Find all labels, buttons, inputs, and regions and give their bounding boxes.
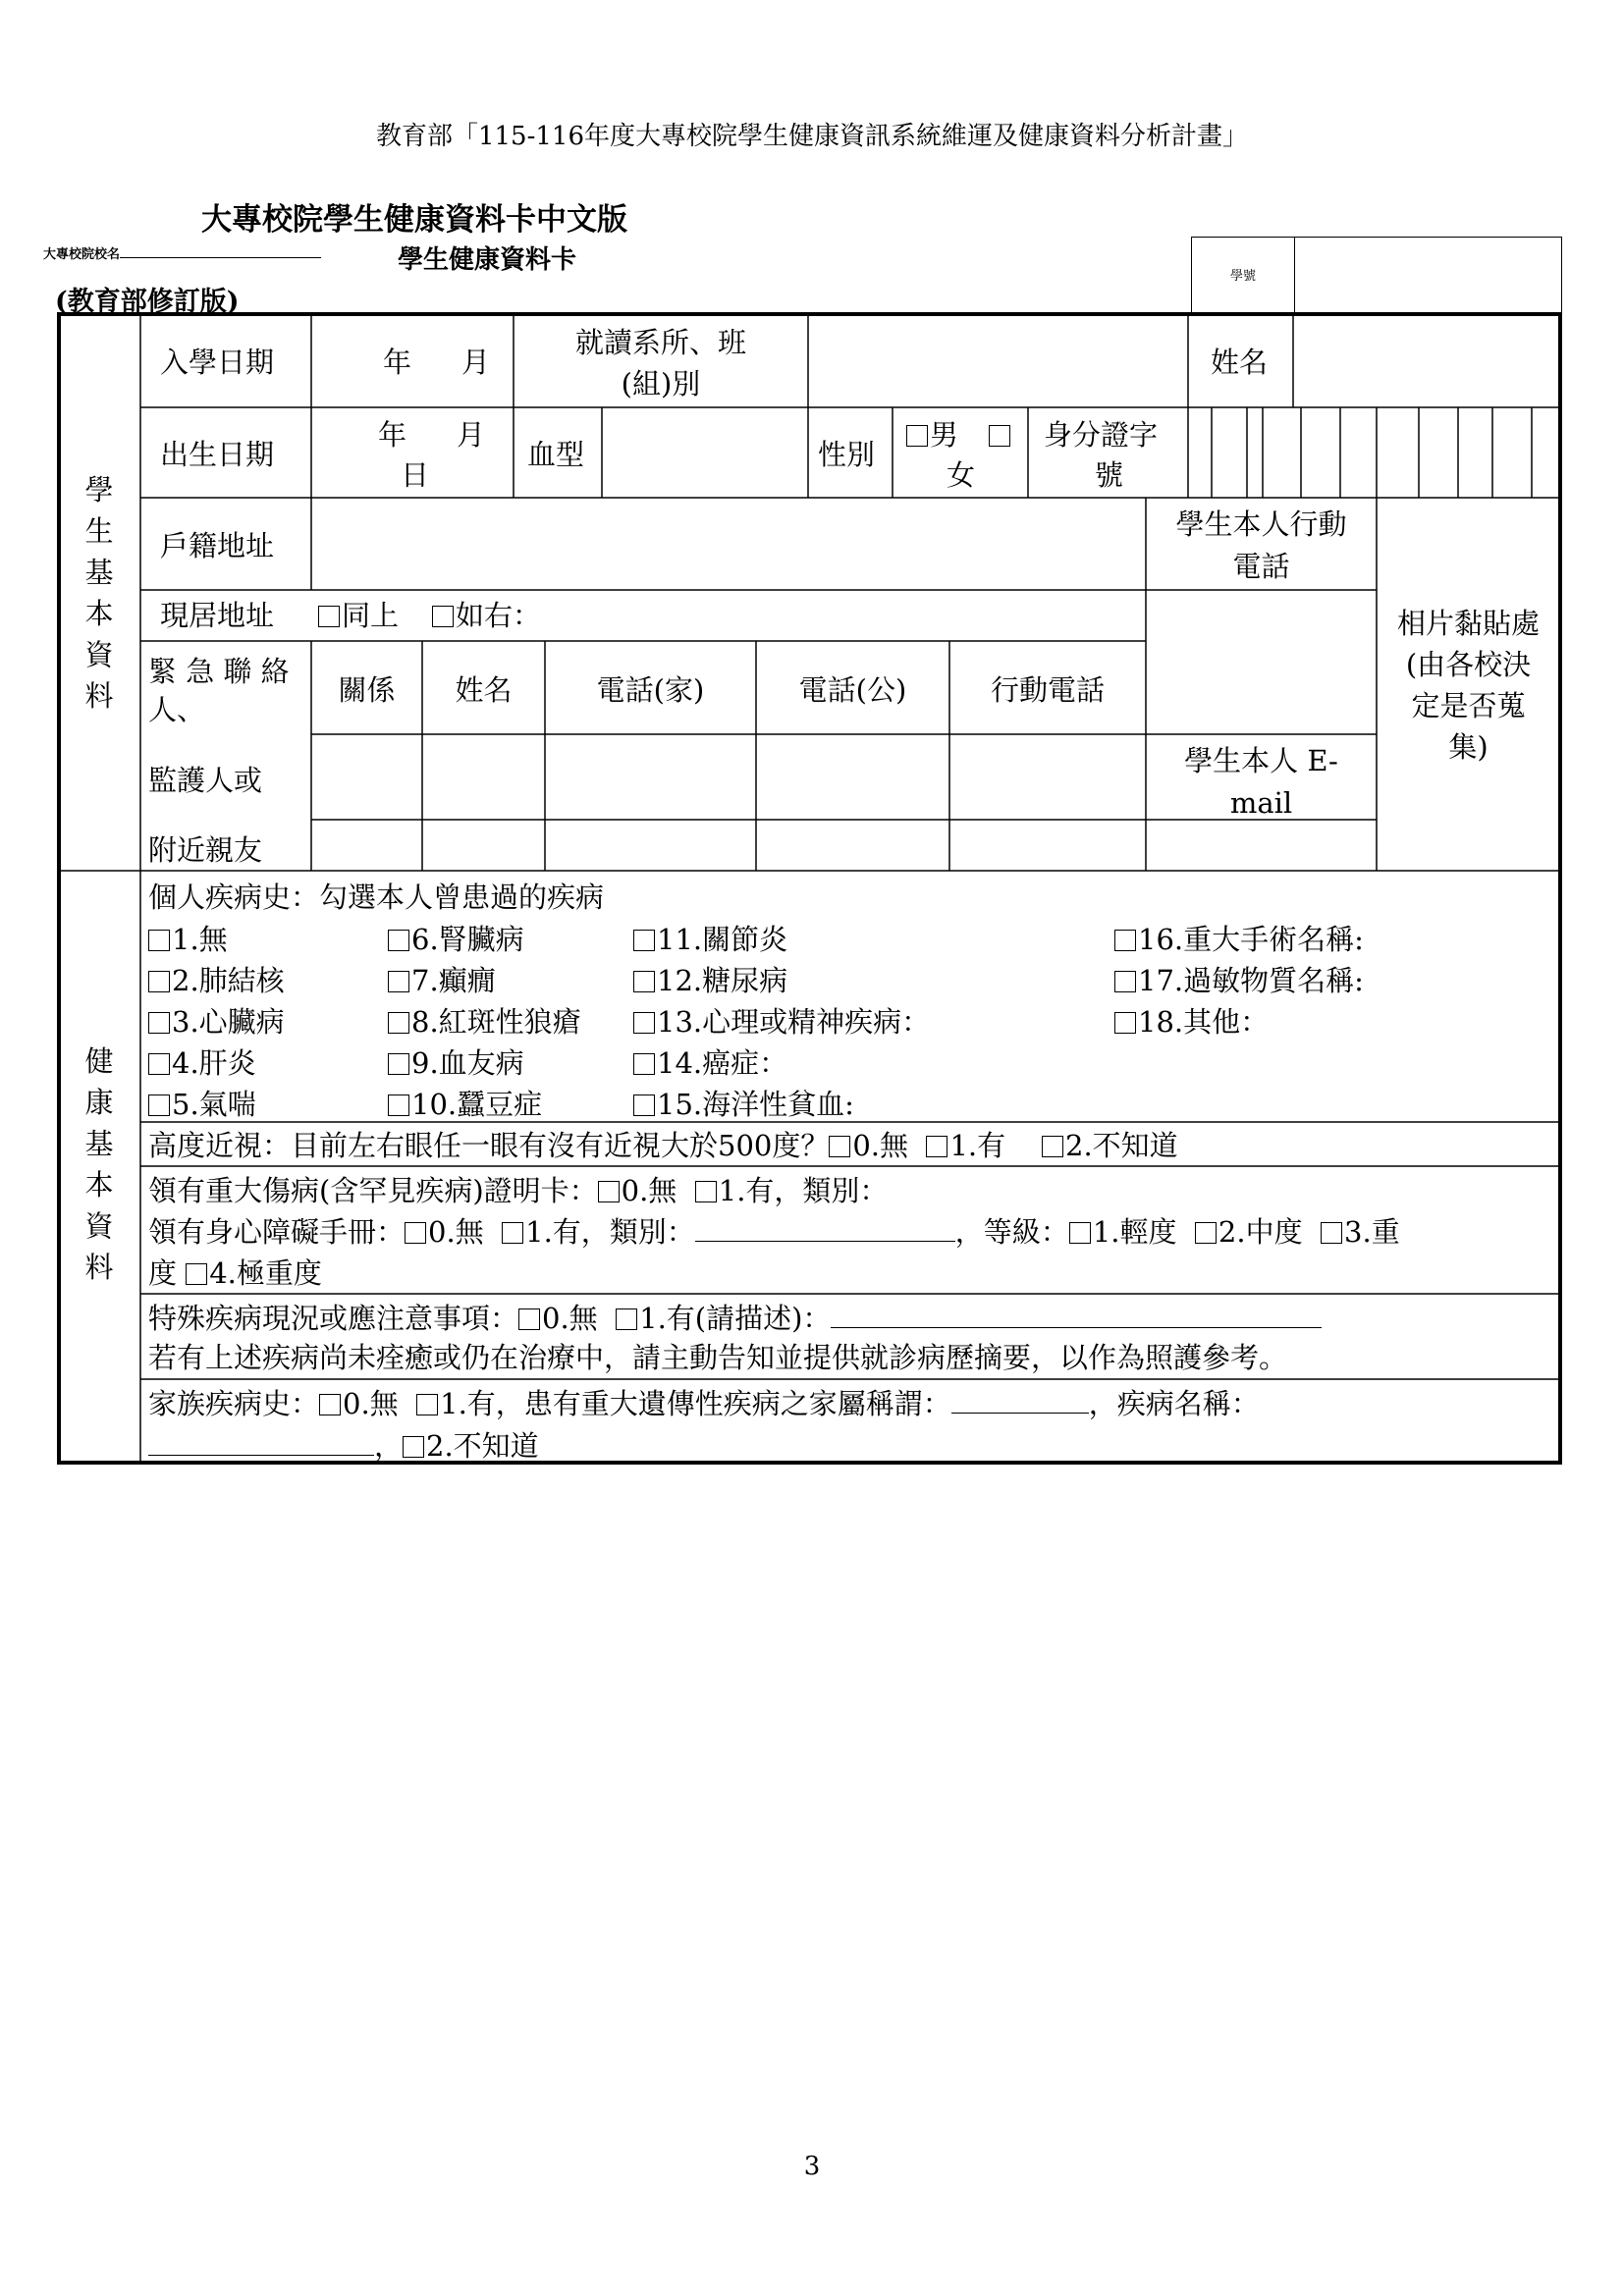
disease-history-title: 個人疾病史：勾選本人曾患過的疾病	[148, 881, 605, 914]
family-yes-option[interactable]: 1.有，患有重大遺傳性疾病之家屬稱謂：	[416, 1387, 951, 1420]
checkbox-icon	[388, 1012, 409, 1034]
gender-female-checkbox[interactable]	[989, 414, 1012, 455]
emergency-label-line3: 監護人或	[148, 764, 263, 797]
checkbox-icon	[1195, 1222, 1217, 1244]
disease-option-16[interactable]: 16.重大手術名稱:	[1114, 919, 1364, 960]
checkbox-icon	[695, 1181, 717, 1202]
birth-year-label: 年	[378, 418, 407, 452]
checkbox-icon	[518, 1308, 540, 1330]
student-mobile-label-line1: 學生本人行動	[1175, 507, 1347, 541]
disability-none-option[interactable]: 0.無	[405, 1215, 484, 1249]
myopia-yes-option[interactable]: 1.有	[926, 1129, 1005, 1162]
checkbox-icon	[388, 930, 409, 951]
disease-option-13[interactable]: 13.心理或精神疾病：	[633, 1001, 930, 1042]
major-injury-row	[148, 1170, 888, 1211]
contact-office-phone-header: 電話(公)	[798, 673, 907, 707]
gender-label: 性別	[818, 438, 876, 471]
page-number: 3	[803, 2152, 821, 2181]
enroll-year-label: 年	[383, 346, 412, 379]
disability-row	[148, 1211, 1400, 1253]
myopia-none-option[interactable]: 0.無	[829, 1129, 908, 1162]
student-email-label-line1: 學生本人 E-	[1184, 744, 1338, 777]
emergency-label-line4: 附近親友	[148, 833, 263, 867]
id-number-label-line1: 身分證字	[1044, 418, 1159, 452]
document-header: 教育部「115-116年度大專校院學生健康資訊系統維運及健康資料分析計畫」	[375, 122, 1249, 151]
disease-option-6[interactable]: 6.腎臟病	[388, 919, 524, 960]
contact-home-phone-header: 電話(家)	[596, 673, 705, 707]
revision-label: (教育部修訂版)	[55, 287, 240, 317]
disability-grade-label: ，等級：	[954, 1215, 1069, 1249]
school-name-label: 大專校院校名	[43, 247, 121, 262]
contact-name-header: 姓名	[455, 673, 513, 707]
checkbox-icon	[989, 425, 1010, 447]
checkbox-icon	[148, 971, 170, 992]
disease-option-1[interactable]: 1.無	[148, 919, 228, 960]
major-injury-question: 領有重大傷病(含罕見疾病)證明卡：	[148, 1174, 598, 1207]
checkbox-icon	[1114, 930, 1136, 951]
blood-type-label: 血型	[527, 438, 585, 471]
enroll-month-label: 月	[461, 346, 491, 379]
family-history-question: 家族疾病史：	[148, 1387, 320, 1420]
level-profound-option[interactable]: 4.極重度	[186, 1256, 322, 1290]
checkbox-icon	[403, 1436, 424, 1458]
checkbox-icon	[1114, 971, 1136, 992]
special-condition-note: 若有上述疾病尚未痊癒或仍在治療中，請主動告知並提供就診病歷摘要，以作為照護參考。	[148, 1341, 1288, 1374]
birth-day-label: 日	[401, 458, 430, 492]
emergency-label-line1: 緊 急 聯 絡	[148, 655, 290, 688]
name-label: 姓名	[1211, 346, 1269, 379]
major-injury-none-option[interactable]: 0.無	[598, 1174, 677, 1207]
photo-area-line1: 相片黏貼處	[1396, 607, 1540, 640]
checkbox-icon	[1114, 1012, 1136, 1034]
birth-date-label: 出生日期	[160, 438, 275, 471]
level-mild-option[interactable]: 1.輕度	[1069, 1215, 1177, 1249]
department-label-line1: 就讀系所、班	[574, 326, 746, 359]
basic-section-label: 學 生 基 本 資 料	[84, 473, 114, 713]
disease-option-5[interactable]: 5.氣喘	[148, 1084, 256, 1125]
checkbox-icon	[148, 930, 170, 951]
checkbox-icon	[633, 1012, 655, 1034]
checkbox-icon	[829, 1136, 850, 1157]
disease-option-3[interactable]: 3.心臟病	[148, 1001, 285, 1042]
checkbox-icon	[1042, 1136, 1063, 1157]
checkbox-icon	[926, 1136, 947, 1157]
health-section-label: 健 康 基 本 資 料	[84, 1044, 114, 1284]
checkbox-icon	[432, 606, 454, 627]
disease-option-14[interactable]: 14.癌症：	[633, 1042, 787, 1084]
disease-option-4[interactable]: 4.肝炎	[148, 1042, 256, 1084]
same-as-above-option[interactable]: 同上	[318, 595, 399, 636]
level-moderate-option[interactable]: 2.中度	[1195, 1215, 1303, 1249]
myopia-row	[148, 1125, 1178, 1166]
major-injury-yes-option[interactable]: 1.有，類別：	[695, 1174, 889, 1207]
card-label: 學生健康資料卡	[398, 245, 577, 275]
family-history-row-continued	[148, 1425, 539, 1467]
checkbox-icon	[598, 1181, 620, 1202]
special-description-field[interactable]	[831, 1327, 1322, 1328]
checkbox-icon	[318, 606, 340, 627]
student-email-label-line2: mail	[1229, 786, 1293, 820]
current-address-label: 現居地址	[160, 599, 275, 632]
checkbox-icon	[1321, 1222, 1342, 1244]
as-right-option[interactable]: 如右：	[432, 595, 541, 636]
special-condition-row	[148, 1298, 1322, 1339]
photo-area-line4: 集)	[1448, 730, 1489, 764]
family-relation-field[interactable]	[951, 1413, 1089, 1414]
checkbox-icon	[906, 425, 928, 447]
checkbox-icon	[633, 1053, 655, 1075]
checkbox-icon	[633, 971, 655, 992]
id-number-label-line2: 號	[1095, 458, 1124, 492]
checkbox-icon	[148, 1012, 170, 1034]
gender-female-label: 女	[947, 458, 976, 492]
enroll-date-label: 入學日期	[160, 346, 275, 379]
disease-option-7[interactable]: 7.癲癇	[388, 960, 496, 1001]
family-none-option[interactable]: 0.無	[319, 1387, 399, 1420]
household-address-label: 戶籍地址	[160, 529, 275, 562]
department-label-line2: (組)別	[621, 367, 701, 400]
checkbox-icon	[1069, 1222, 1091, 1244]
checkbox-icon	[616, 1308, 637, 1330]
contact-relation-header: 關係	[338, 673, 396, 707]
disease-option-11[interactable]: 11.關節炎	[633, 919, 787, 960]
level-severe-suffix: 度	[148, 1256, 178, 1290]
checkbox-icon	[633, 930, 655, 951]
level-severe-option[interactable]: 3.重	[1321, 1215, 1400, 1249]
checkbox-icon	[186, 1263, 207, 1285]
checkbox-icon	[148, 1053, 170, 1075]
student-id-label: 學號	[1229, 269, 1256, 284]
family-disease-field[interactable]	[148, 1455, 374, 1456]
family-unknown-option[interactable]: 2.不知道	[403, 1429, 539, 1463]
disability-question: 領有身心障礙手冊：	[148, 1215, 406, 1249]
disease-option-9[interactable]: 9.血友病	[388, 1042, 524, 1084]
checkbox-icon	[502, 1222, 523, 1244]
photo-area-line2: (由各校決	[1405, 648, 1532, 681]
special-none-option[interactable]: 0.無	[518, 1302, 598, 1335]
disease-option-8[interactable]: 8.紅斑性狼瘡	[388, 1001, 581, 1042]
disease-option-17[interactable]: 17.過敏物質名稱:	[1114, 960, 1364, 1001]
checkbox-icon	[319, 1394, 341, 1415]
checkbox-icon	[388, 1095, 409, 1116]
special-condition-question: 特殊疾病現況或應注意事項：	[148, 1302, 519, 1335]
myopia-question: 高度近視：目前左右眼任一眼有沒有近視大於500度？	[148, 1129, 830, 1162]
checkbox-icon	[416, 1394, 438, 1415]
checkbox-icon	[633, 1095, 655, 1116]
disability-yes-option[interactable]: 1.有，類別：	[502, 1215, 695, 1249]
disability-category-field[interactable]	[695, 1241, 955, 1242]
photo-area-line3: 定是否蒐	[1411, 689, 1526, 722]
disability-row-continued	[148, 1253, 322, 1294]
checkbox-icon	[148, 1095, 170, 1116]
disease-option-18[interactable]: 18.其他：	[1114, 1001, 1269, 1042]
document-title: 大專校院學生健康資料卡中文版	[201, 202, 627, 238]
birth-month-label: 月	[457, 418, 486, 452]
family-comma: ，	[374, 1429, 404, 1463]
gender-male-option[interactable]: 男	[906, 414, 958, 455]
disease-option-10[interactable]: 10.蠶豆症	[388, 1084, 542, 1125]
disease-option-2[interactable]: 2.肺結核	[148, 960, 285, 1001]
checkbox-icon	[388, 971, 409, 992]
disease-option-12[interactable]: 12.糖尿病	[633, 960, 787, 1001]
contact-mobile-header: 行動電話	[990, 673, 1105, 707]
family-disease-label: ，疾病名稱：	[1088, 1387, 1260, 1420]
student-mobile-label-line2: 電話	[1232, 550, 1290, 583]
myopia-unknown-option[interactable]: 2.不知道	[1042, 1129, 1178, 1162]
checkbox-icon	[405, 1222, 426, 1244]
emergency-label-line2: 人、	[148, 693, 206, 726]
family-history-row	[148, 1383, 1260, 1424]
special-yes-option[interactable]: 1.有(請描述)：	[616, 1302, 831, 1335]
checkbox-icon	[388, 1053, 409, 1075]
disease-option-15[interactable]: 15.海洋性貧血:	[633, 1084, 854, 1125]
